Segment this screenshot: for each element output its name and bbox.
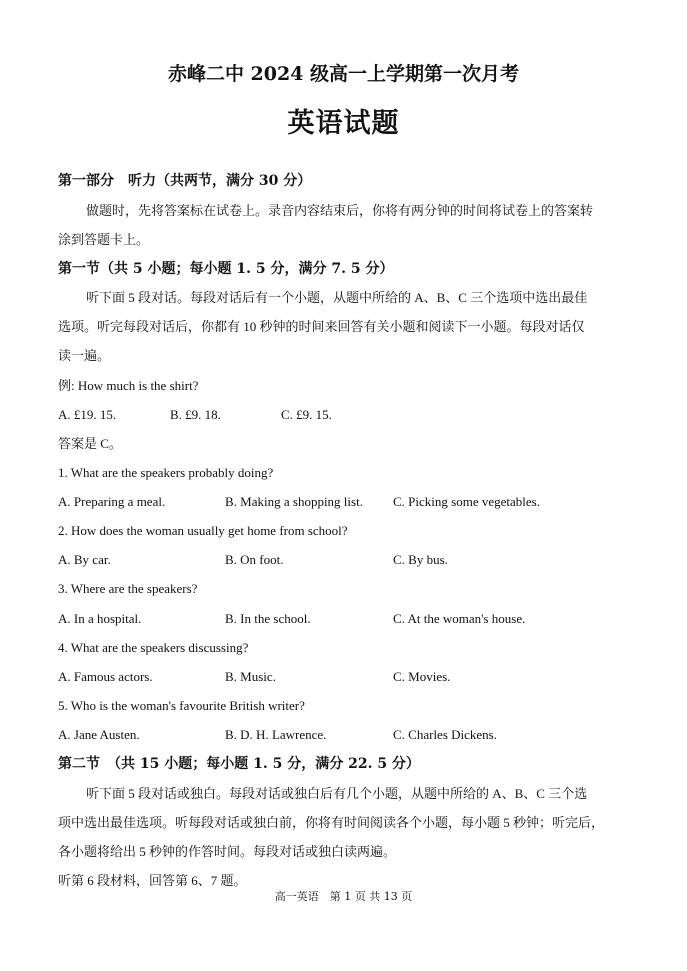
question-2-option-a: A. By car.: [58, 552, 111, 567]
question-1-option-a: A. Preparing a meal.: [58, 494, 166, 509]
question-2-option-c: C. By bus.: [393, 552, 448, 567]
question-1: 1. What are the speakers probably doing?: [58, 465, 274, 480]
section1-heading: 第一节（共 5 小题；每小题 1. 5 分，满分 7. 5 分）: [58, 261, 394, 277]
question-3-option-a: A. In a hospital.: [58, 611, 142, 626]
section1-instruction-line3: 读一遍。: [58, 348, 111, 363]
section2-material-note: 听第 6 段材料，回答第 6、7 题。: [58, 873, 247, 888]
exam-subtitle: 英语试题: [287, 108, 400, 139]
question-4-option-a: A. Famous actors.: [58, 669, 153, 684]
section2-instruction-line2: 项中选出最佳选项。听每段对话或独白前，你将有时间阅读各个小题，每小题 5 秒钟；听完后，: [58, 815, 605, 830]
section2-instruction-line1: 听下面 5 段对话或独白。每段对话或独白后有几个小题，从题中所给的 A、B、C 三个选: [86, 786, 588, 801]
section2-heading: 第二节 （共 15 小题；每小题 1. 5 分，满分 22. 5 分）: [58, 756, 420, 772]
example-option-c: C. £9. 15.: [281, 407, 332, 422]
question-1-option-c: C. Picking some vegetables.: [393, 494, 540, 509]
question-5-option-a: A. Jane Austen.: [58, 727, 140, 742]
question-2-option-b: B. On foot.: [225, 552, 284, 567]
question-3-option-c: C. At the woman's house.: [393, 611, 526, 626]
question-3: 3. Where are the speakers?: [58, 581, 198, 596]
question-4-option-c: C. Movies.: [393, 669, 451, 684]
question-2: 2. How does the woman usually get home from school?: [58, 523, 348, 538]
question-5-option-b: B. D. H. Lawrence.: [225, 727, 327, 742]
question-5-option-c: C. Charles Dickens.: [393, 727, 497, 742]
exam-title: 赤峰二中 2024 级高一上学期第一次月考: [167, 63, 520, 85]
question-4: 4. What are the speakers discussing?: [58, 640, 249, 655]
part1-heading: 第一部分 听力（共两节，满分 30 分）: [58, 173, 312, 189]
question-3-option-b: B. In the school.: [225, 611, 311, 626]
example-answer: 答案是 C。: [58, 436, 122, 451]
example-option-b: B. £9. 18.: [170, 407, 221, 422]
example-question: 例: How much is the shirt?: [58, 378, 199, 393]
question-1-option-b: B. Making a shopping list.: [225, 494, 363, 509]
part1-instruction-line1: 做题时，先将答案标在试卷上。录音内容结束后，你将有两分钟的时间将试卷上的答案转: [86, 203, 594, 218]
example-option-a: A. £19. 15.: [58, 407, 117, 422]
section1-instruction-line2: 选项。听完每段对话后，你都有 10 秒钟的时间来回答有关小题和阅读下一小题。每段对话仅: [58, 319, 585, 334]
question-5: 5. Who is the woman's favourite British writer?: [58, 698, 305, 713]
question-4-option-b: B. Music.: [225, 669, 276, 684]
page-footer: 高一英语 第 1 页 共 13 页: [274, 890, 413, 903]
part1-instruction-line2: 涂到答题卡上。: [58, 232, 150, 247]
section2-instruction-line3: 各小题将给出 5 秒钟的作答时间。每段对话或独白读两遍。: [58, 844, 397, 859]
section1-instruction-line1: 听下面 5 段对话。每段对话后有一个小题，从题中所给的 A、B、C 三个选项中选出最佳: [86, 290, 588, 305]
